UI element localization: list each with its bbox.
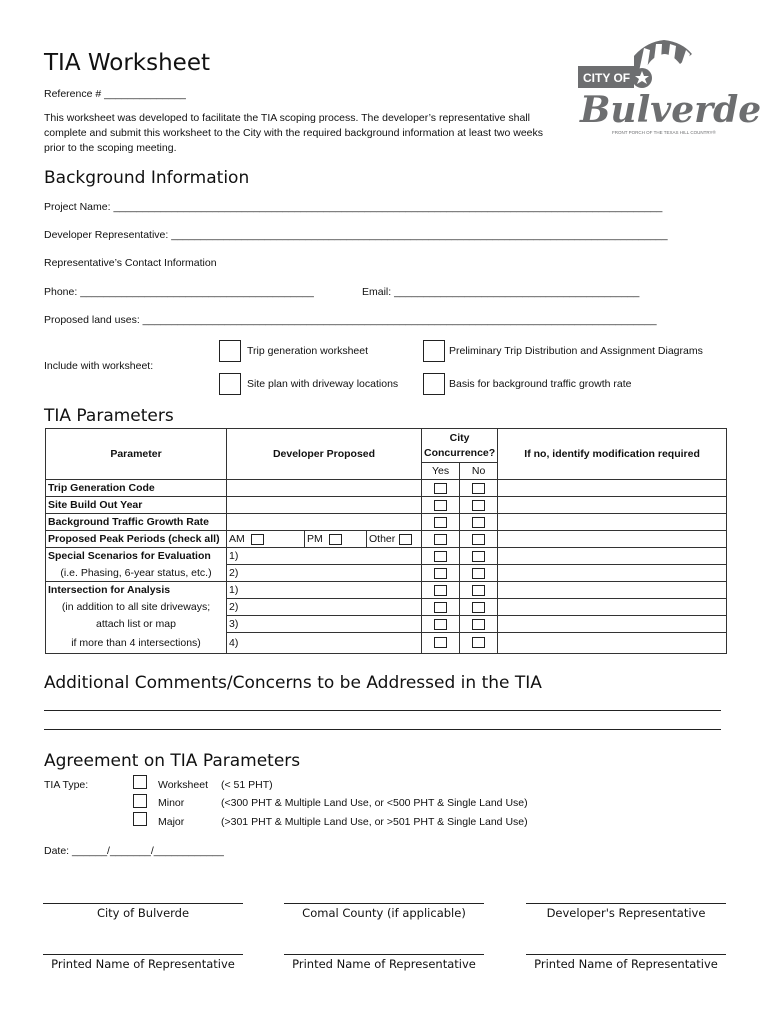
col-no: No (460, 463, 498, 480)
col-modification: If no, identify modification required (498, 429, 727, 480)
col-city-concurrence: City Concurrence? (422, 429, 498, 463)
no-checkbox[interactable] (472, 551, 485, 562)
peak-pm-checkbox[interactable] (329, 534, 342, 545)
yes-checkbox[interactable] (434, 551, 447, 562)
no-checkbox[interactable] (472, 534, 485, 545)
table-row: if more than 4 intersections) 4) (46, 633, 727, 654)
yes-checkbox[interactable] (434, 637, 447, 648)
project-name-field[interactable]: Project Name: ______________________________________________________________________________________________ (44, 201, 663, 213)
peak-other-label: Other (369, 533, 396, 545)
minor-checkbox[interactable] (133, 794, 147, 808)
no-checkbox[interactable] (472, 602, 485, 613)
svg-text:CITY OF: CITY OF (583, 71, 631, 85)
signature-label-developer: Developer's Representative (546, 906, 706, 920)
city-logo (574, 36, 762, 146)
comments-line-1[interactable] (44, 710, 721, 711)
no-checkbox[interactable] (472, 619, 485, 630)
contact-info-label: Representative’s Contact Information (44, 257, 217, 269)
table-row: (i.e. Phasing, 6-year status, etc.) 2) (46, 565, 727, 582)
option-site-plan: Site plan with driveway locations (247, 378, 399, 390)
table-row: Intersection for Analysis 1) (46, 582, 727, 599)
signature-line-county[interactable] (284, 903, 484, 904)
parameters-table (45, 428, 727, 654)
print-line-developer[interactable] (526, 954, 726, 955)
yes-checkbox[interactable] (434, 517, 447, 528)
table-row: (in addition to all site driveways; 2) (46, 599, 727, 616)
checkbox-trip-distribution[interactable] (423, 340, 445, 362)
print-line-city[interactable] (43, 954, 243, 955)
no-checkbox[interactable] (472, 517, 485, 528)
col-proposed: Developer Proposed (227, 429, 422, 480)
type-minor-name: Minor (158, 797, 185, 809)
signature-label-city: City of Bulverde (96, 906, 190, 920)
option-growth-rate: Basis for background traffic growth rate (449, 378, 632, 390)
peak-pm-label: PM (307, 533, 323, 545)
windmill-icon (574, 36, 762, 146)
option-trip-distribution: Preliminary Trip Distribution and Assignment Diagrams (449, 345, 703, 357)
table-row: Trip Generation Code (46, 480, 727, 497)
no-checkbox[interactable] (472, 568, 485, 579)
intro-text: This worksheet was developed to facilitate the TIA scoping process. The developer’s representative shall complete and submit this worksheet to the City with the required background information at least two weeks prior to the scoping meeting. (44, 112, 544, 154)
yes-checkbox[interactable] (434, 568, 447, 579)
print-line-county[interactable] (284, 954, 484, 955)
no-checkbox[interactable] (472, 483, 485, 494)
option-trip-generation: Trip generation worksheet (247, 345, 369, 357)
email-field[interactable]: Email: __________________________________________ (362, 286, 640, 298)
parameters-heading: TIA Parameters (44, 406, 174, 426)
comments-heading: Additional Comments/Concerns to be Addressed in the TIA (44, 673, 542, 693)
background-heading: Background Information (44, 168, 250, 188)
yes-checkbox[interactable] (434, 602, 447, 613)
peak-other-checkbox[interactable] (399, 534, 412, 545)
print-label-county: Printed Name of Representative (292, 957, 476, 971)
phone-field[interactable]: Phone: ________________________________________ (44, 286, 314, 298)
type-major-name: Major (158, 816, 185, 828)
worksheet-checkbox[interactable] (133, 775, 147, 789)
agreement-heading: Agreement on TIA Parameters (44, 751, 301, 771)
comments-line-2[interactable] (44, 729, 721, 730)
peak-am-label: AM (229, 533, 245, 545)
yes-checkbox[interactable] (434, 483, 447, 494)
signature-line-city[interactable] (43, 903, 243, 904)
table-row: Proposed Peak Periods (check all) AM PM Other (46, 531, 727, 548)
checkbox-trip-generation[interactable] (219, 340, 241, 362)
peak-am-checkbox[interactable] (251, 534, 264, 545)
reference-number: Reference # ______________ (44, 88, 186, 100)
checkbox-growth-rate[interactable] (423, 373, 445, 395)
no-checkbox[interactable] (472, 637, 485, 648)
yes-checkbox[interactable] (434, 534, 447, 545)
yes-checkbox[interactable] (434, 500, 447, 511)
yes-checkbox[interactable] (434, 585, 447, 596)
page-title: TIA Worksheet (44, 50, 210, 76)
svg-text:Bulverde: Bulverde (580, 89, 762, 131)
no-checkbox[interactable] (472, 500, 485, 511)
signature-label-county: Comal County (if applicable) (302, 906, 466, 920)
type-worksheet-name: Worksheet (158, 779, 208, 791)
print-label-developer: Printed Name of Representative (534, 957, 718, 971)
date-field[interactable]: Date: ______/_______/____________ (44, 845, 224, 857)
no-checkbox[interactable] (472, 585, 485, 596)
col-yes: Yes (422, 463, 460, 480)
table-row: Background Traffic Growth Rate (46, 514, 727, 531)
checkbox-site-plan[interactable] (219, 373, 241, 395)
signature-line-developer[interactable] (526, 903, 726, 904)
include-label: Include with worksheet: (44, 360, 154, 372)
table-row: attach list or map 3) (46, 616, 727, 633)
type-minor-desc: (<300 PHT & Multiple Land Use, or <500 PHT & Single Land Use) (221, 797, 528, 809)
major-checkbox[interactable] (133, 812, 147, 826)
yes-checkbox[interactable] (434, 619, 447, 630)
developer-rep-field[interactable]: Developer Representative: _____________________________________________________________________________________ (44, 229, 668, 241)
print-label-city: Printed Name of Representative (51, 957, 235, 971)
table-row: Special Scenarios for Evaluation 1) (46, 548, 727, 565)
type-major-desc: (>301 PHT & Multiple Land Use, or >501 PHT & Single Land Use) (221, 816, 528, 828)
type-worksheet-desc: (< 51 PHT) (221, 779, 273, 791)
svg-text:FRONT PORCH OF THE TEXAS HILL: FRONT PORCH OF THE TEXAS HILL COUNTRY® (612, 130, 716, 135)
table-row: Site Build Out Year (46, 497, 727, 514)
land-uses-field[interactable]: Proposed land uses: ________________________________________________________________________________________ (44, 314, 657, 326)
col-parameter: Parameter (46, 429, 227, 480)
tia-type-label: TIA Type: (44, 779, 89, 791)
